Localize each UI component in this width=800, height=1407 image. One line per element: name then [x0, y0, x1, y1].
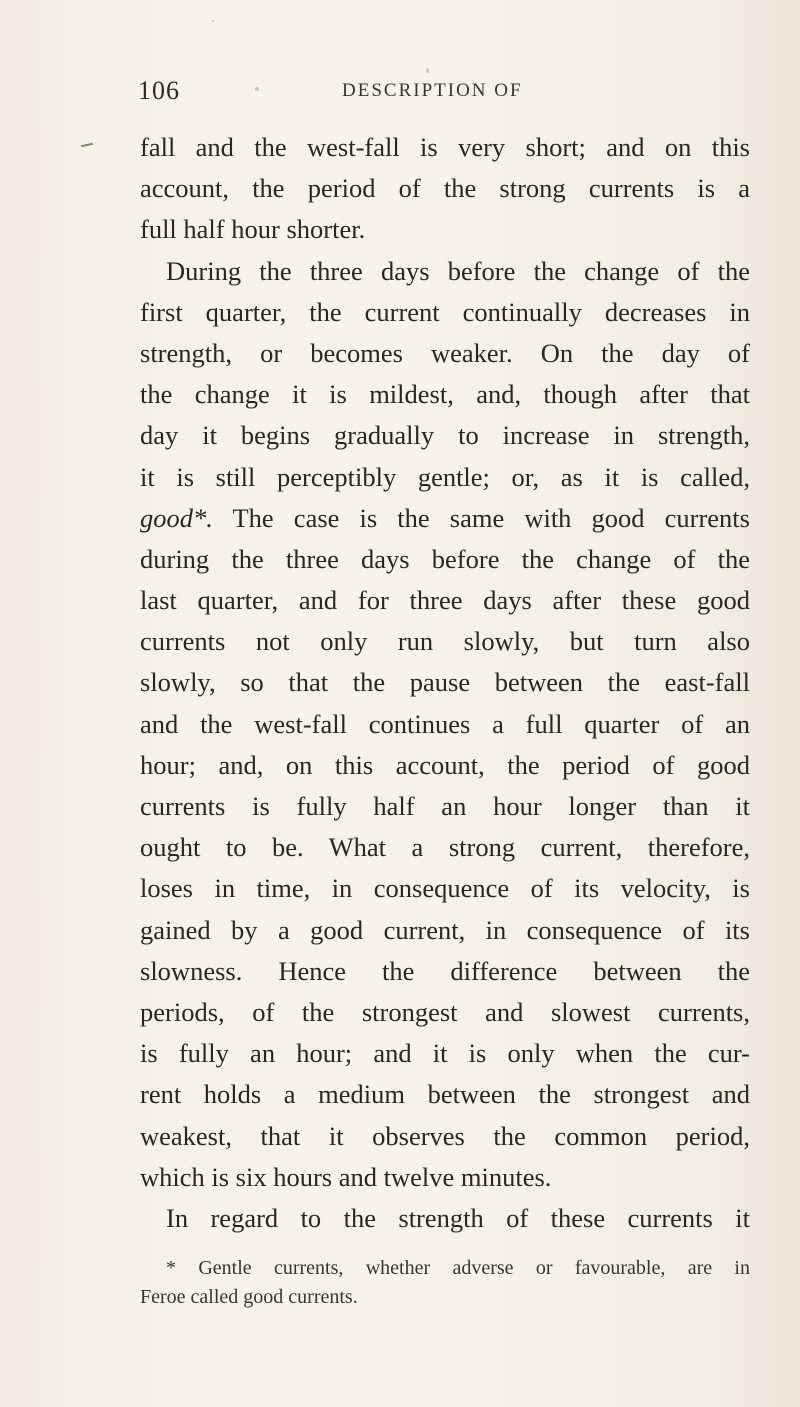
body-text: [140, 127, 750, 1239]
paper-speck: [426, 68, 429, 73]
text-line: fall and the west-fall is very short; and on this: [140, 132, 750, 162]
text-line: account, the period of the strong currents is a: [140, 173, 750, 204]
text-line-with-term: [140, 498, 750, 539]
text-line-rest: The case is the same with good currents: [232, 502, 750, 533]
footnote-line: Feroe called good currents.: [140, 1286, 358, 1308]
italic-term: good*.: [140, 502, 213, 533]
text-line: ought to be. What a strong current, therefore,: [140, 832, 750, 863]
page-number: 106: [138, 76, 180, 105]
text-line: periods, of the strongest and slowest currents,: [140, 996, 750, 1027]
text-line: currents not only run slowly, but turn also: [140, 626, 750, 657]
footnote: [140, 1254, 750, 1312]
text-line: and the west-fall continues a full quarter of an: [140, 708, 750, 739]
text-line: rent holds a medium between the strongest and: [140, 1079, 750, 1110]
text-line: is fully an hour; and it is only when the cur-: [140, 1038, 750, 1069]
text-line: strength, or becomes weaker. On the day of: [140, 337, 750, 368]
footnote-line: * Gentle currents, whether adverse or favourable, are in: [166, 1257, 750, 1279]
paper-speck: [212, 20, 214, 22]
running-head: [138, 76, 778, 106]
text-line: day it begins gradually to increase in strength,: [140, 420, 750, 451]
text-line: last quarter, and for three days after these good: [140, 585, 750, 616]
text-line: During the three days before the change of the: [166, 255, 750, 286]
text-line: during the three days before the change of the: [140, 543, 750, 574]
running-title: DESCRIPTION OF: [342, 80, 523, 101]
text-line: which is six hours and twelve minutes.: [140, 1161, 552, 1192]
margin-mark: [81, 143, 93, 147]
text-line: slowly, so that the pause between the east-fall: [140, 667, 750, 698]
text-line: hour; and, on this account, the period of good: [140, 749, 750, 780]
text-line: In regard to the strength of these currents it: [166, 1202, 750, 1233]
text-line: first quarter, the current continually decreases in: [140, 296, 750, 327]
text-line: currents is fully half an hour longer than it: [140, 791, 750, 821]
text-line: weakest, that it observes the common period,: [140, 1120, 750, 1151]
text-line: loses in time, in consequence of its velocity, is: [140, 873, 750, 904]
text-line: the change it is mildest, and, though after that: [140, 379, 750, 410]
text-line: slowness. Hence the difference between the: [140, 955, 750, 986]
text-line: gained by a good current, in consequence of its: [140, 914, 750, 945]
text-line: it is still perceptibly gentle; or, as it is called,: [140, 461, 750, 492]
text-line: full half hour shorter.: [140, 214, 366, 245]
